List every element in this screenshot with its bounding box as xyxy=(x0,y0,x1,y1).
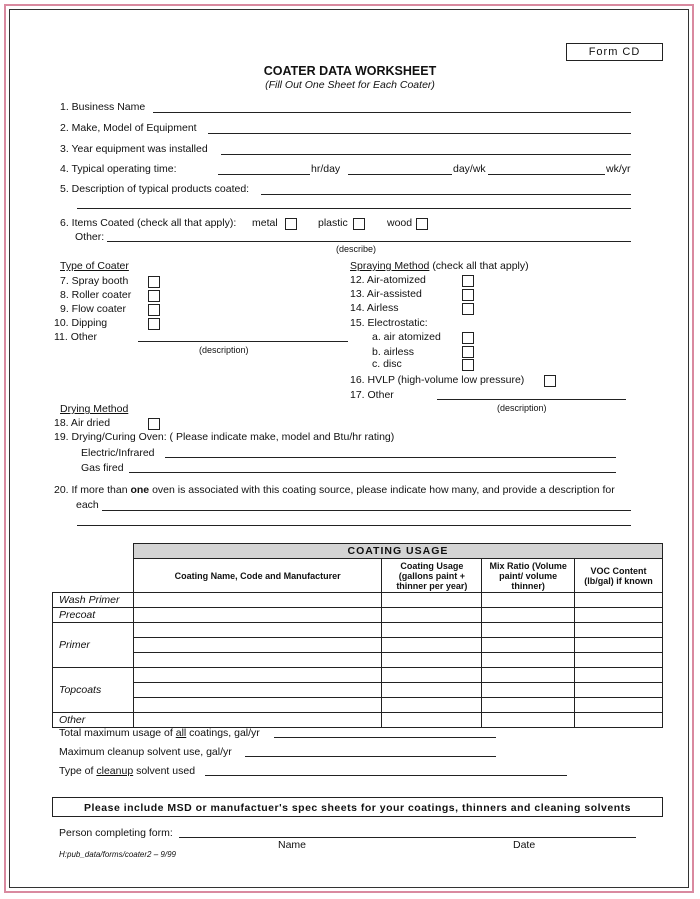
coating-usage-table xyxy=(52,543,663,728)
hvlp-label: 16. HVLP (high-volume low pressure) xyxy=(350,374,525,386)
wk-yr-unit: wk/yr xyxy=(606,163,631,175)
table-cell[interactable] xyxy=(482,698,575,713)
table-cell[interactable] xyxy=(482,683,575,698)
msd-notice: Please include MSD or manufactuer's spec sheets for your coatings, thinners and cleaning solvents xyxy=(52,797,663,817)
es-airless-checkbox[interactable] xyxy=(462,346,474,358)
table-cell[interactable] xyxy=(133,683,382,698)
other-coater-field[interactable] xyxy=(138,341,348,342)
table-cell[interactable] xyxy=(133,698,382,713)
cleanup-solvent-field[interactable] xyxy=(245,756,496,757)
wood-checkbox[interactable] xyxy=(416,218,428,230)
page-subtitle: (Fill Out One Sheet for Each Coater) xyxy=(265,79,435,91)
q2-label: 2. Make, Model of Equipment xyxy=(60,122,197,134)
plastic-label: plastic xyxy=(318,217,348,229)
table-cell[interactable] xyxy=(482,638,575,653)
coating-usage-title: COATING USAGE xyxy=(133,544,662,559)
gas-fired-label: Gas fired xyxy=(81,462,124,474)
table-cell[interactable] xyxy=(133,653,382,668)
spray-booth-checkbox[interactable] xyxy=(148,276,160,288)
q1-label: 1. Business Name xyxy=(60,101,146,113)
table-cell[interactable] xyxy=(382,653,482,668)
person-completing-label: Person completing form: xyxy=(59,827,173,839)
coater-description-caption: (description) xyxy=(199,345,249,355)
gas-fired-field[interactable] xyxy=(129,472,616,473)
row-label-other: Other xyxy=(53,713,134,728)
other-spray-field[interactable] xyxy=(437,399,626,400)
table-row xyxy=(53,668,663,683)
airless-label: 14. Airless xyxy=(350,302,399,314)
q5-label: 5. Description of typical products coated: xyxy=(60,183,250,195)
total-usage-field[interactable] xyxy=(274,737,496,738)
electrostatic-label: 15. Electrostatic: xyxy=(350,317,428,329)
dipping-label: 10. Dipping xyxy=(54,317,108,329)
row-label-precoat: Precoat xyxy=(53,608,134,623)
table-cell[interactable] xyxy=(482,713,575,728)
table-cell[interactable] xyxy=(575,698,663,713)
cleanup-type-label: Type of cleanup solvent used xyxy=(59,765,196,777)
hr-day-unit: hr/day xyxy=(311,163,341,175)
page-title: COATER DATA WORKSHEET xyxy=(263,64,437,78)
business-name-field[interactable] xyxy=(153,112,631,113)
footer-path: H:pub_data/forms/coater2 – 9/99 xyxy=(59,850,176,859)
col-coating-name: Coating Name, Code and Manufacturer xyxy=(133,559,382,593)
col-coating-usage: Coating Usage (gallons paint + thinner per year) xyxy=(382,559,482,593)
equipment-model-field[interactable] xyxy=(208,133,631,134)
other-coater-label: 11. Other xyxy=(54,331,97,343)
hvlp-checkbox[interactable] xyxy=(544,375,556,387)
table-cell[interactable] xyxy=(133,593,382,608)
spray-description-caption: (description) xyxy=(497,403,547,413)
dipping-checkbox[interactable] xyxy=(148,318,160,330)
q4-label: 4. Typical operating time: xyxy=(60,163,177,175)
oven-description-field-2[interactable] xyxy=(77,525,631,526)
cleanup-type-field[interactable] xyxy=(205,775,567,776)
table-row xyxy=(53,623,663,638)
table-cell[interactable] xyxy=(575,713,663,728)
hours-per-day-field[interactable] xyxy=(218,174,310,175)
weeks-per-year-field[interactable] xyxy=(488,174,605,175)
year-installed-field[interactable] xyxy=(221,154,631,155)
drying-method-heading: Drying Method xyxy=(60,403,129,415)
q3-label: 3. Year equipment was installed xyxy=(60,143,208,155)
es-airless-label: b. airless xyxy=(372,346,415,358)
name-caption: Name xyxy=(278,839,307,851)
table-cell[interactable] xyxy=(133,623,382,638)
cleanup-solvent-label: Maximum cleanup solvent use, gal/yr xyxy=(59,746,232,758)
electric-infrared-field[interactable] xyxy=(165,457,616,458)
day-wk-unit: day/wk xyxy=(453,163,486,175)
air-dried-label: 18. Air dried xyxy=(54,417,111,429)
days-per-week-field[interactable] xyxy=(348,174,452,175)
row-label-primer: Primer xyxy=(53,623,134,668)
table-cell[interactable] xyxy=(575,593,663,608)
other-items-field[interactable] xyxy=(107,241,631,242)
table-cell[interactable] xyxy=(482,668,575,683)
q20-label: 20. If more than one oven is associated with this coating source, please indicate how many, and provide a description for xyxy=(54,484,615,496)
es-air-atomized-label: a. air atomized xyxy=(372,331,441,343)
table-row xyxy=(53,683,663,698)
table-cell[interactable] xyxy=(382,593,482,608)
q20-each-label: each xyxy=(76,499,99,511)
table-cell[interactable] xyxy=(382,698,482,713)
describe-caption: (describe) xyxy=(336,244,377,254)
table-row xyxy=(53,698,663,713)
spraying-method-heading: Spraying Method (check all that apply) xyxy=(350,260,529,272)
table-cell[interactable] xyxy=(382,683,482,698)
air-assisted-label: 13. Air-assisted xyxy=(350,288,422,300)
table-cell[interactable] xyxy=(133,668,382,683)
table-row xyxy=(53,653,663,668)
flow-coater-label: 9. Flow coater xyxy=(60,303,126,315)
products-description-field-2[interactable] xyxy=(77,208,631,209)
type-of-coater-heading: Type of Coater xyxy=(60,260,129,272)
table-cell[interactable] xyxy=(133,608,382,623)
q6-label: 6. Items Coated (check all that apply): xyxy=(60,217,237,229)
es-disc-label: c. disc xyxy=(372,358,402,370)
oven-description-field[interactable] xyxy=(102,510,631,511)
table-cell[interactable] xyxy=(575,653,663,668)
spray-booth-label: 7. Spray booth xyxy=(60,275,129,287)
table-cell[interactable] xyxy=(382,668,482,683)
other-spray-label: 17. Other xyxy=(350,389,394,401)
table-row xyxy=(53,638,663,653)
table-row xyxy=(53,593,663,608)
q19-label: 19. Drying/Curing Oven: ( Please indicate make, model and Btu/hr rating) xyxy=(54,431,395,443)
table-cell[interactable] xyxy=(382,638,482,653)
col-voc-content: VOC Content (lb/gal) if known xyxy=(575,559,663,593)
table-cell[interactable] xyxy=(575,623,663,638)
table-cell[interactable] xyxy=(133,638,382,653)
roller-coater-checkbox[interactable] xyxy=(148,290,160,302)
row-label-wash-primer: Wash Primer xyxy=(53,593,134,608)
air-atomized-checkbox[interactable] xyxy=(462,275,474,287)
table-cell[interactable] xyxy=(482,608,575,623)
electric-infrared-label: Electric/Infrared xyxy=(81,447,155,459)
roller-coater-label: 8. Roller coater xyxy=(60,289,132,301)
table-cell[interactable] xyxy=(575,638,663,653)
table-cell[interactable] xyxy=(575,608,663,623)
other-items-label: Other: xyxy=(75,231,105,243)
air-atomized-label: 12. Air-atomized xyxy=(350,274,426,286)
air-assisted-checkbox[interactable] xyxy=(462,289,474,301)
table-cell[interactable] xyxy=(482,623,575,638)
table-row xyxy=(53,713,663,728)
metal-checkbox[interactable] xyxy=(285,218,297,230)
flow-coater-checkbox[interactable] xyxy=(148,304,160,316)
products-description-field[interactable] xyxy=(261,194,631,195)
form-code-box: Form CD xyxy=(566,43,663,61)
table-cell[interactable] xyxy=(133,713,382,728)
date-caption: Date xyxy=(513,839,536,851)
table-cell[interactable] xyxy=(382,608,482,623)
wood-label: wood xyxy=(387,217,413,229)
airless-checkbox[interactable] xyxy=(462,303,474,315)
total-usage-label: Total maximum usage of all coatings, gal/yr xyxy=(59,727,260,739)
table-row xyxy=(53,608,663,623)
table-cell[interactable] xyxy=(575,683,663,698)
table-cell[interactable] xyxy=(575,668,663,683)
col-mix-ratio: Mix Ratio (Volume paint/ volume thinner) xyxy=(482,559,575,593)
table-cell[interactable] xyxy=(382,713,482,728)
person-completing-field[interactable] xyxy=(179,837,636,838)
metal-label: metal xyxy=(252,217,278,229)
table-cell[interactable] xyxy=(482,653,575,668)
row-label-topcoats: Topcoats xyxy=(53,668,134,713)
plastic-checkbox[interactable] xyxy=(353,218,365,230)
es-air-atomized-checkbox[interactable] xyxy=(462,332,474,344)
table-cell[interactable] xyxy=(482,593,575,608)
air-dried-checkbox[interactable] xyxy=(148,418,160,430)
es-disc-checkbox[interactable] xyxy=(462,359,474,371)
table-cell[interactable] xyxy=(382,623,482,638)
